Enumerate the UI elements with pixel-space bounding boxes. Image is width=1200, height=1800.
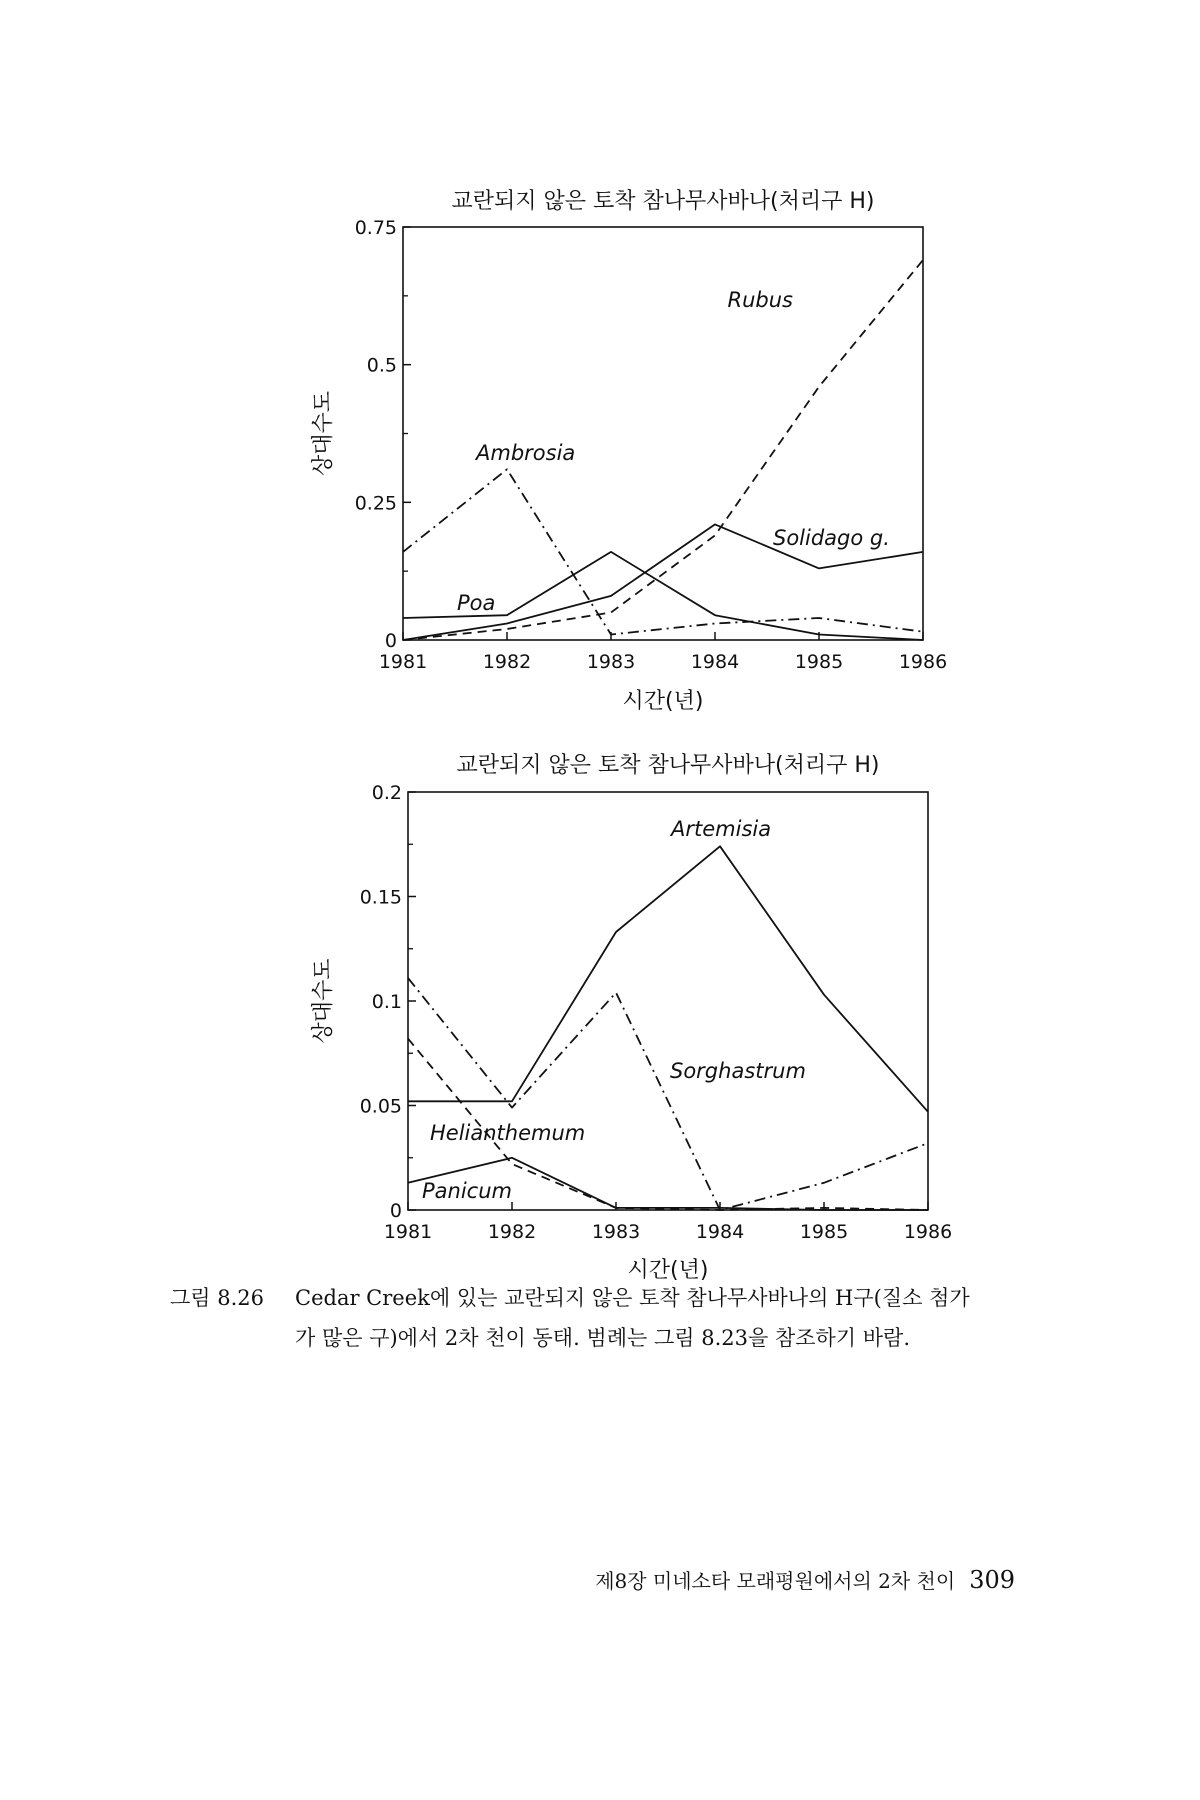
y-tick-label: 0.25	[354, 492, 397, 515]
caption-line-2: 가 많은 구)에서 2차 천이 동태. 범례는 그림 8.23을 참조하기 바람.	[295, 1326, 910, 1350]
series-label-poa: Poa	[457, 591, 496, 615]
y-tick-label: 0.5	[366, 354, 397, 377]
figure-caption	[170, 1278, 1070, 1358]
series-label-ambrosia: Ambrosia	[476, 441, 576, 465]
caption-number: 그림 8.26	[170, 1286, 265, 1310]
y-tick-label: 0.2	[371, 782, 402, 804]
y-axis-label: 상대수도	[311, 958, 336, 1044]
x-tick-label: 1986	[903, 1221, 953, 1243]
series-label-rubus: Rubus	[727, 288, 793, 312]
y-tick-label: 0.15	[359, 886, 402, 909]
chart-title: 교란되지 않은 토착 참나무사바나(처리구 H)	[456, 753, 880, 778]
series-line-sorghastrum	[408, 978, 928, 1210]
series-label-helianthemum: Helianthemum	[430, 1121, 586, 1145]
page-number: 309	[969, 1566, 1015, 1594]
x-tick-label: 1983	[591, 1221, 641, 1243]
page-footer	[495, 1565, 1015, 1594]
y-tick-label: 0.05	[359, 1095, 402, 1118]
series-label-artemisia: Artemisia	[671, 817, 772, 841]
x-tick-label: 1983	[586, 651, 636, 673]
x-tick-label: 1985	[794, 651, 844, 673]
x-tick-label: 1985	[799, 1221, 849, 1243]
x-axis-label: 시간(년)	[627, 1258, 709, 1283]
series-label-panicum: Panicum	[422, 1179, 512, 1203]
plot-frame	[408, 792, 928, 1210]
series-label-sorghastrum: Sorghastrum	[670, 1059, 806, 1083]
x-tick-label: 1981	[383, 1221, 433, 1243]
x-tick-label: 1986	[898, 651, 948, 673]
caption-line-1: Cedar Creek에 있는 교란되지 않은 토착 참나무사바나의 H구(질소 첨가	[295, 1286, 970, 1310]
chapter-title: 제8장 미네소타 모래평원에서의 2차 천이	[595, 1569, 956, 1593]
x-tick-label: 1982	[487, 1221, 537, 1243]
y-tick-label: 0	[384, 630, 397, 652]
x-tick-label: 1982	[482, 651, 532, 673]
y-tick-label: 0.75	[354, 217, 397, 239]
y-tick-label: 0.1	[371, 991, 402, 1013]
y-axis-label: 상대수도	[311, 390, 336, 477]
series-label-solidago-g: Solidago g.	[773, 526, 890, 550]
y-tick-label: 0	[389, 1200, 402, 1222]
x-axis-label: 시간(년)	[622, 689, 704, 714]
x-tick-label: 1981	[378, 651, 428, 673]
chart-title: 교란되지 않은 토착 참나무사바나(처리구 H)	[451, 189, 875, 214]
x-tick-label: 1984	[695, 1221, 745, 1243]
x-tick-label: 1984	[690, 651, 740, 673]
series-line-artemisia	[408, 846, 928, 1112]
